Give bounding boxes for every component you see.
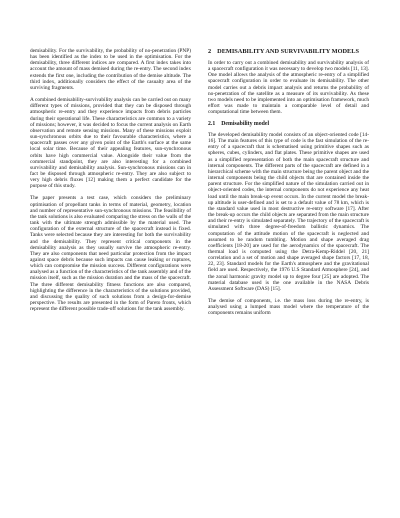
paragraph: The demise of components, i.e. the mass loss during the re-entry, is analysed using a lumped mass model where the temperature of the components remains uniform <box>208 298 369 317</box>
paragraph: demisability. For the survivability, the probability of no-penetration (PNP) has been identified as the index to be used in the optimisation. For the demisability, three different indices are compared. A first index takes into account the amount of mass demised during the re-entry. The second index extends the first one, including the contribution of the demise altitude. The third index, additionally considers the effect of the casualty area of the surviving fragments. <box>30 48 191 91</box>
section-title: DEMISABILITY AND SURVIVABILITY MODELS <box>217 48 359 55</box>
left-column <box>30 48 191 318</box>
paragraph: The developed demisability model consists of an object-oriented code [14-16]. The main features of this type of code is the fast simulation of the re-entry of a spacecraft that is schematised using primitive shapes such as spheres, cubes, cylinders, and flat plates. These primitive shapes are used as a simplified representation of both the main spacecraft structure and internal components. The different parts of the spacecraft are defined in a hierarchical scheme with the main structure being the parent object and the internal components being the child objects that are contained inside the parent structure. For the simplified nature of the simulation carried out in object-oriented codes, the internal components do not experience any heat load until the main break-up event occurs. In the current model the break-up altitude is user-defined and is set to a default value of 78 km, which is the standard value used in most destructive re-entry software [17]. After the break-up occurs the child objects are separated from the main structure and their re-entry is simulated separately. The trajectory of the spacecraft is simulated with three degree-of-freedom ballistic dynamics. The computation of the attitude motion of the spacecraft is neglected and assumed to be random tumbling. Motion and shape averaged drag coefficients [18-20] are used for the aerodynamics of the spacecraft. The thermal load is computed using the Detra-Kemp-Riddel [20, 21] correlation and a set of motion and shape averaged shape factors [17, 18, 22, 23]. Standard models for the Earth's atmosphere and the gravitational field are used. Respectively, the 1976 U.S Standard Atmosphere [24], and the zonal harmonic gravity model up to degree four [25] are adopted. The material database used is the one available in the NASA Debris Assessment Software (DAS) [15]. <box>208 132 369 292</box>
subsection-heading <box>208 121 369 128</box>
paragraph: The paper presents a test case, which considers the preliminary optimisation of propellant tanks in terms of material, geometry, location and number of representative sun-synchronous missions. The feasibility of the tank solutions is also evaluated comparing the stress on the walls of the tank with the ultimate strength admissible by the material used. The configuration of the external structure of the spacecraft instead is fixed. Tanks were selected because they are interesting for both the survivability and the demisability. They represent critical components in the demisability analysis as they usually survive the atmospheric re-entry. They are also components that need particular protection from the impact against space debris because such impacts can cause leaking or ruptures, which can compromise the mission success. Different configurations were analysed as a function of the characteristics of the tank assembly and of the mission itself, such as the mission duration and the mass of the spacecraft. The three different demisability fitness functions are also compared, highlighting the difference in the characteristics of the solutions provided, and discussing the quality of such solutions from a design-for-demise perspective. The results are presented in the form of Pareto fronts, which represent the different possible trade-off solutions for the tank assembly. <box>30 195 191 313</box>
subsection-title: Demisability model <box>221 121 270 128</box>
right-column <box>208 48 369 323</box>
section-heading <box>208 48 369 55</box>
subsection-number: 2.1 <box>208 121 216 128</box>
paragraph: In order to carry out a combined demisability and survivability analysis of a spacecraft configuration it was necessary to develop two models [11, 13]. One model allows the analysis of the atmospheric re-entry of a simplified spacecraft configuration in order to evaluate its demisability. The other model carries out a debris impact analysis and returns the probability of no-penetration of the satellite as a measure of its survivability. As these two models need to be implemented into an optimisation framework, much effort was made to maintain a comparable level of detail and computational time between them. <box>208 60 369 116</box>
paragraph: A combined demisability-survivability analysis can be carried out on many different types of missions, provided that they can be disposed through atmospheric re-entry and they experience impacts from debris particles during their operational life. These characteristics are common to a variety of missions; however, it was decided to focus the current analysis on Earth observation and remote sensing missions. Many of these missions exploit sun-synchronous orbits due to their favourable characteristics, where a spacecraft passes over any given point of the Earth's surface at the same local solar time. Because of their appealing features, sun-synchronous orbits have high commercial value. Alongside their value from the commercial standpoint, they are also interesting for a combined survivability and demisability analysis. Sun-synchronous missions can in fact be disposed through atmospheric re-entry. They are also subject to very high debris fluxes [12] making them a perfect candidate for the purpose of this study. <box>30 97 191 190</box>
section-number: 2 <box>208 48 212 55</box>
